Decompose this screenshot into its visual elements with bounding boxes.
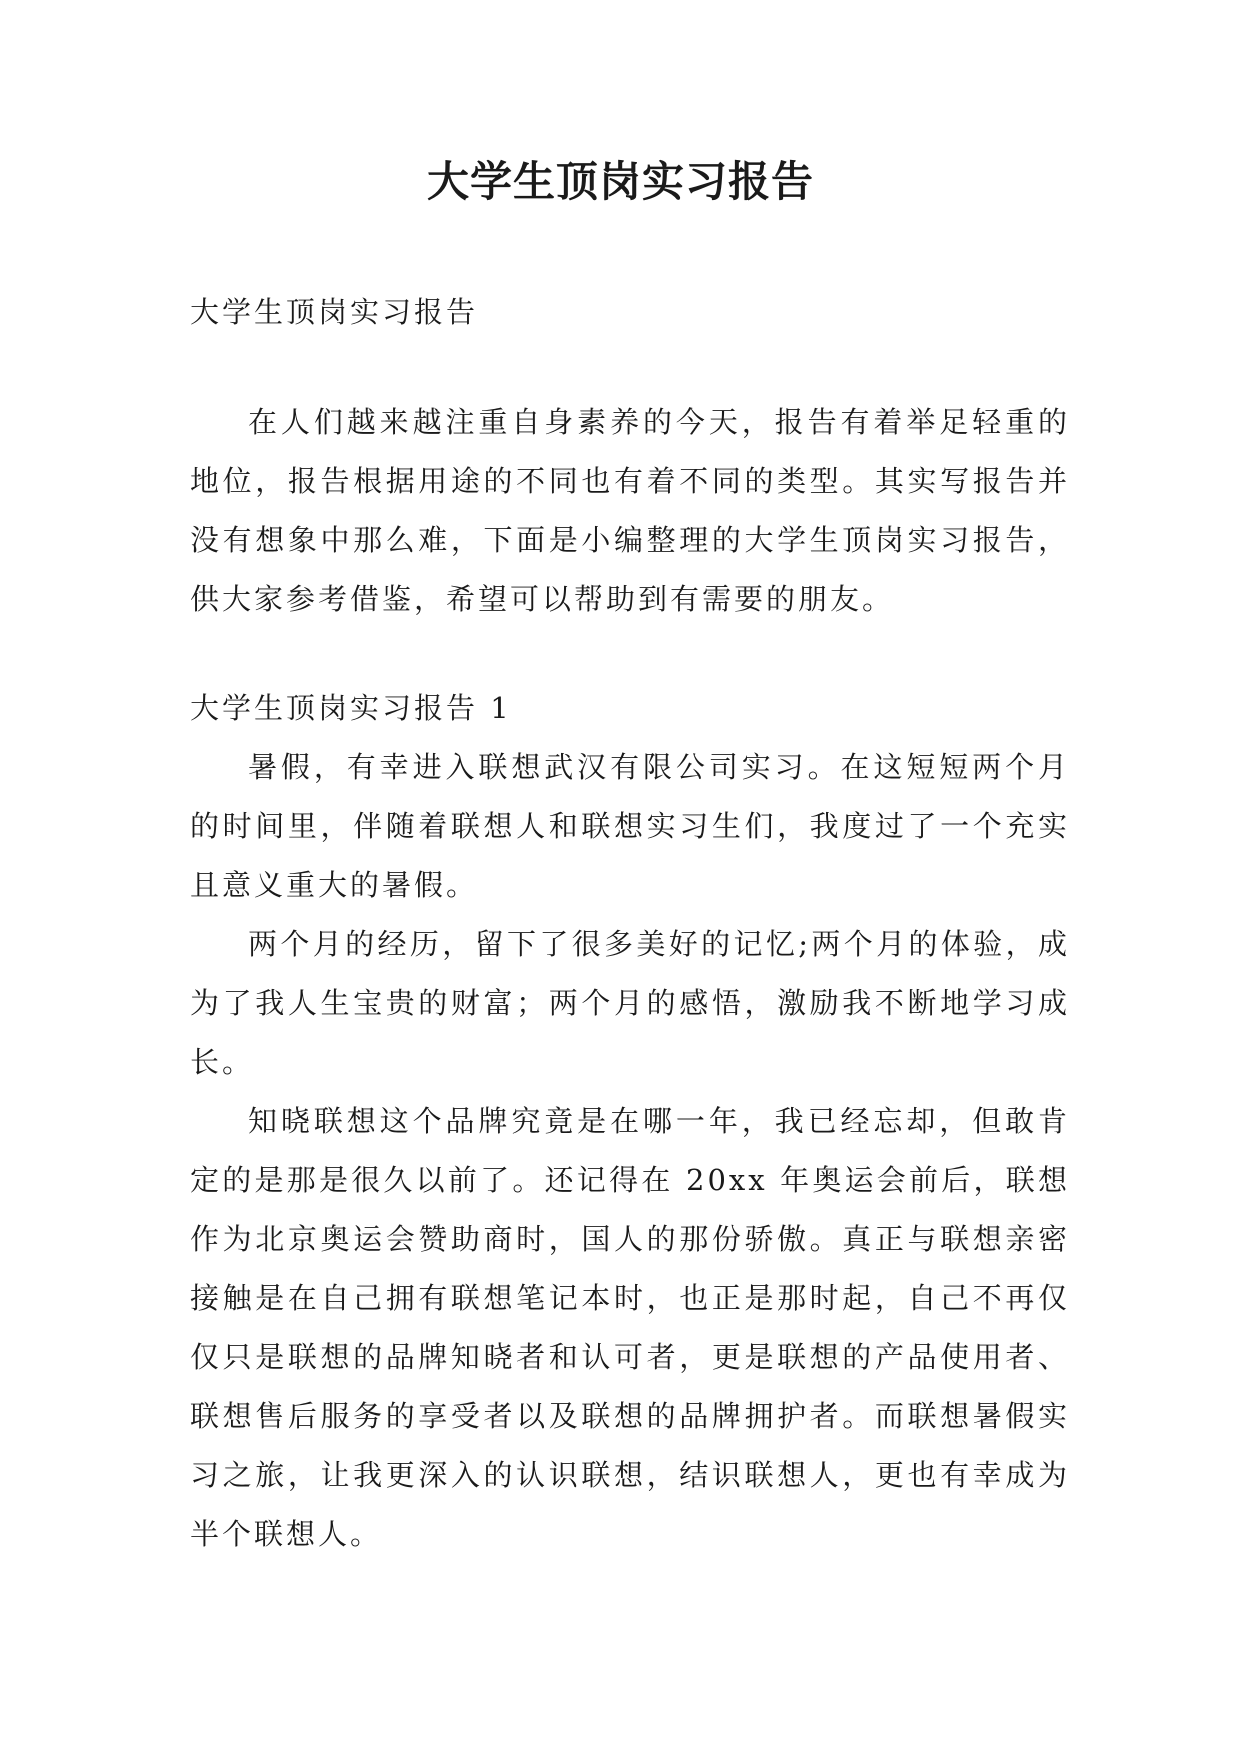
document-body (190, 283, 1070, 1564)
body-paragraph: 两个月的经历，留下了很多美好的记忆;两个月的体验，成为了我人生宝贵的财富；两个月的感悟，激励我不断地学习成长。 (190, 927, 1070, 1079)
document-subtitle: 大学生顶岗实习报告 (190, 295, 479, 329)
body-paragraph: 暑假，有幸进入联想武汉有限公司实习。在这短短两个月的时间里，伴随着联想人和联想实习生们，我度过了一个充实且意义重大的暑假。 (190, 750, 1070, 902)
section-heading: 大学生顶岗实习报告 1 (190, 691, 512, 725)
spacer (190, 629, 1070, 679)
body-paragraph: 知晓联想这个品牌究竟是在哪一年，我已经忘却，但敢肯定的是那是很久以前了。还记得在 20xx 年奥运会前后，联想作为北京奥运会赞助商时，国人的那份骄傲。真正与联想亲密接触是在自己拥有联想笔记本时，也正是那时起，自己不再仅仅只是联想的品牌知晓者和认可者，更是联想的产品使用者、联想售后服务的享受者以及联想的品牌拥护者。而联想暑假实习之旅，让我更深入的认识联想，结识联想人，更也有幸成为半个联想人。 (190, 1104, 1070, 1551)
intro-paragraph: 在人们越来越注重自身素养的今天，报告有着举足轻重的地位，报告根据用途的不同也有着不同的类型。其实写报告并没有想象中那么难，下面是小编整理的大学生顶岗实习报告，供大家参考借鉴，希望可以帮助到有需要的朋友。 (190, 405, 1070, 616)
document-title: 大学生顶岗实习报告 (426, 157, 814, 206)
spacer (190, 342, 1070, 393)
